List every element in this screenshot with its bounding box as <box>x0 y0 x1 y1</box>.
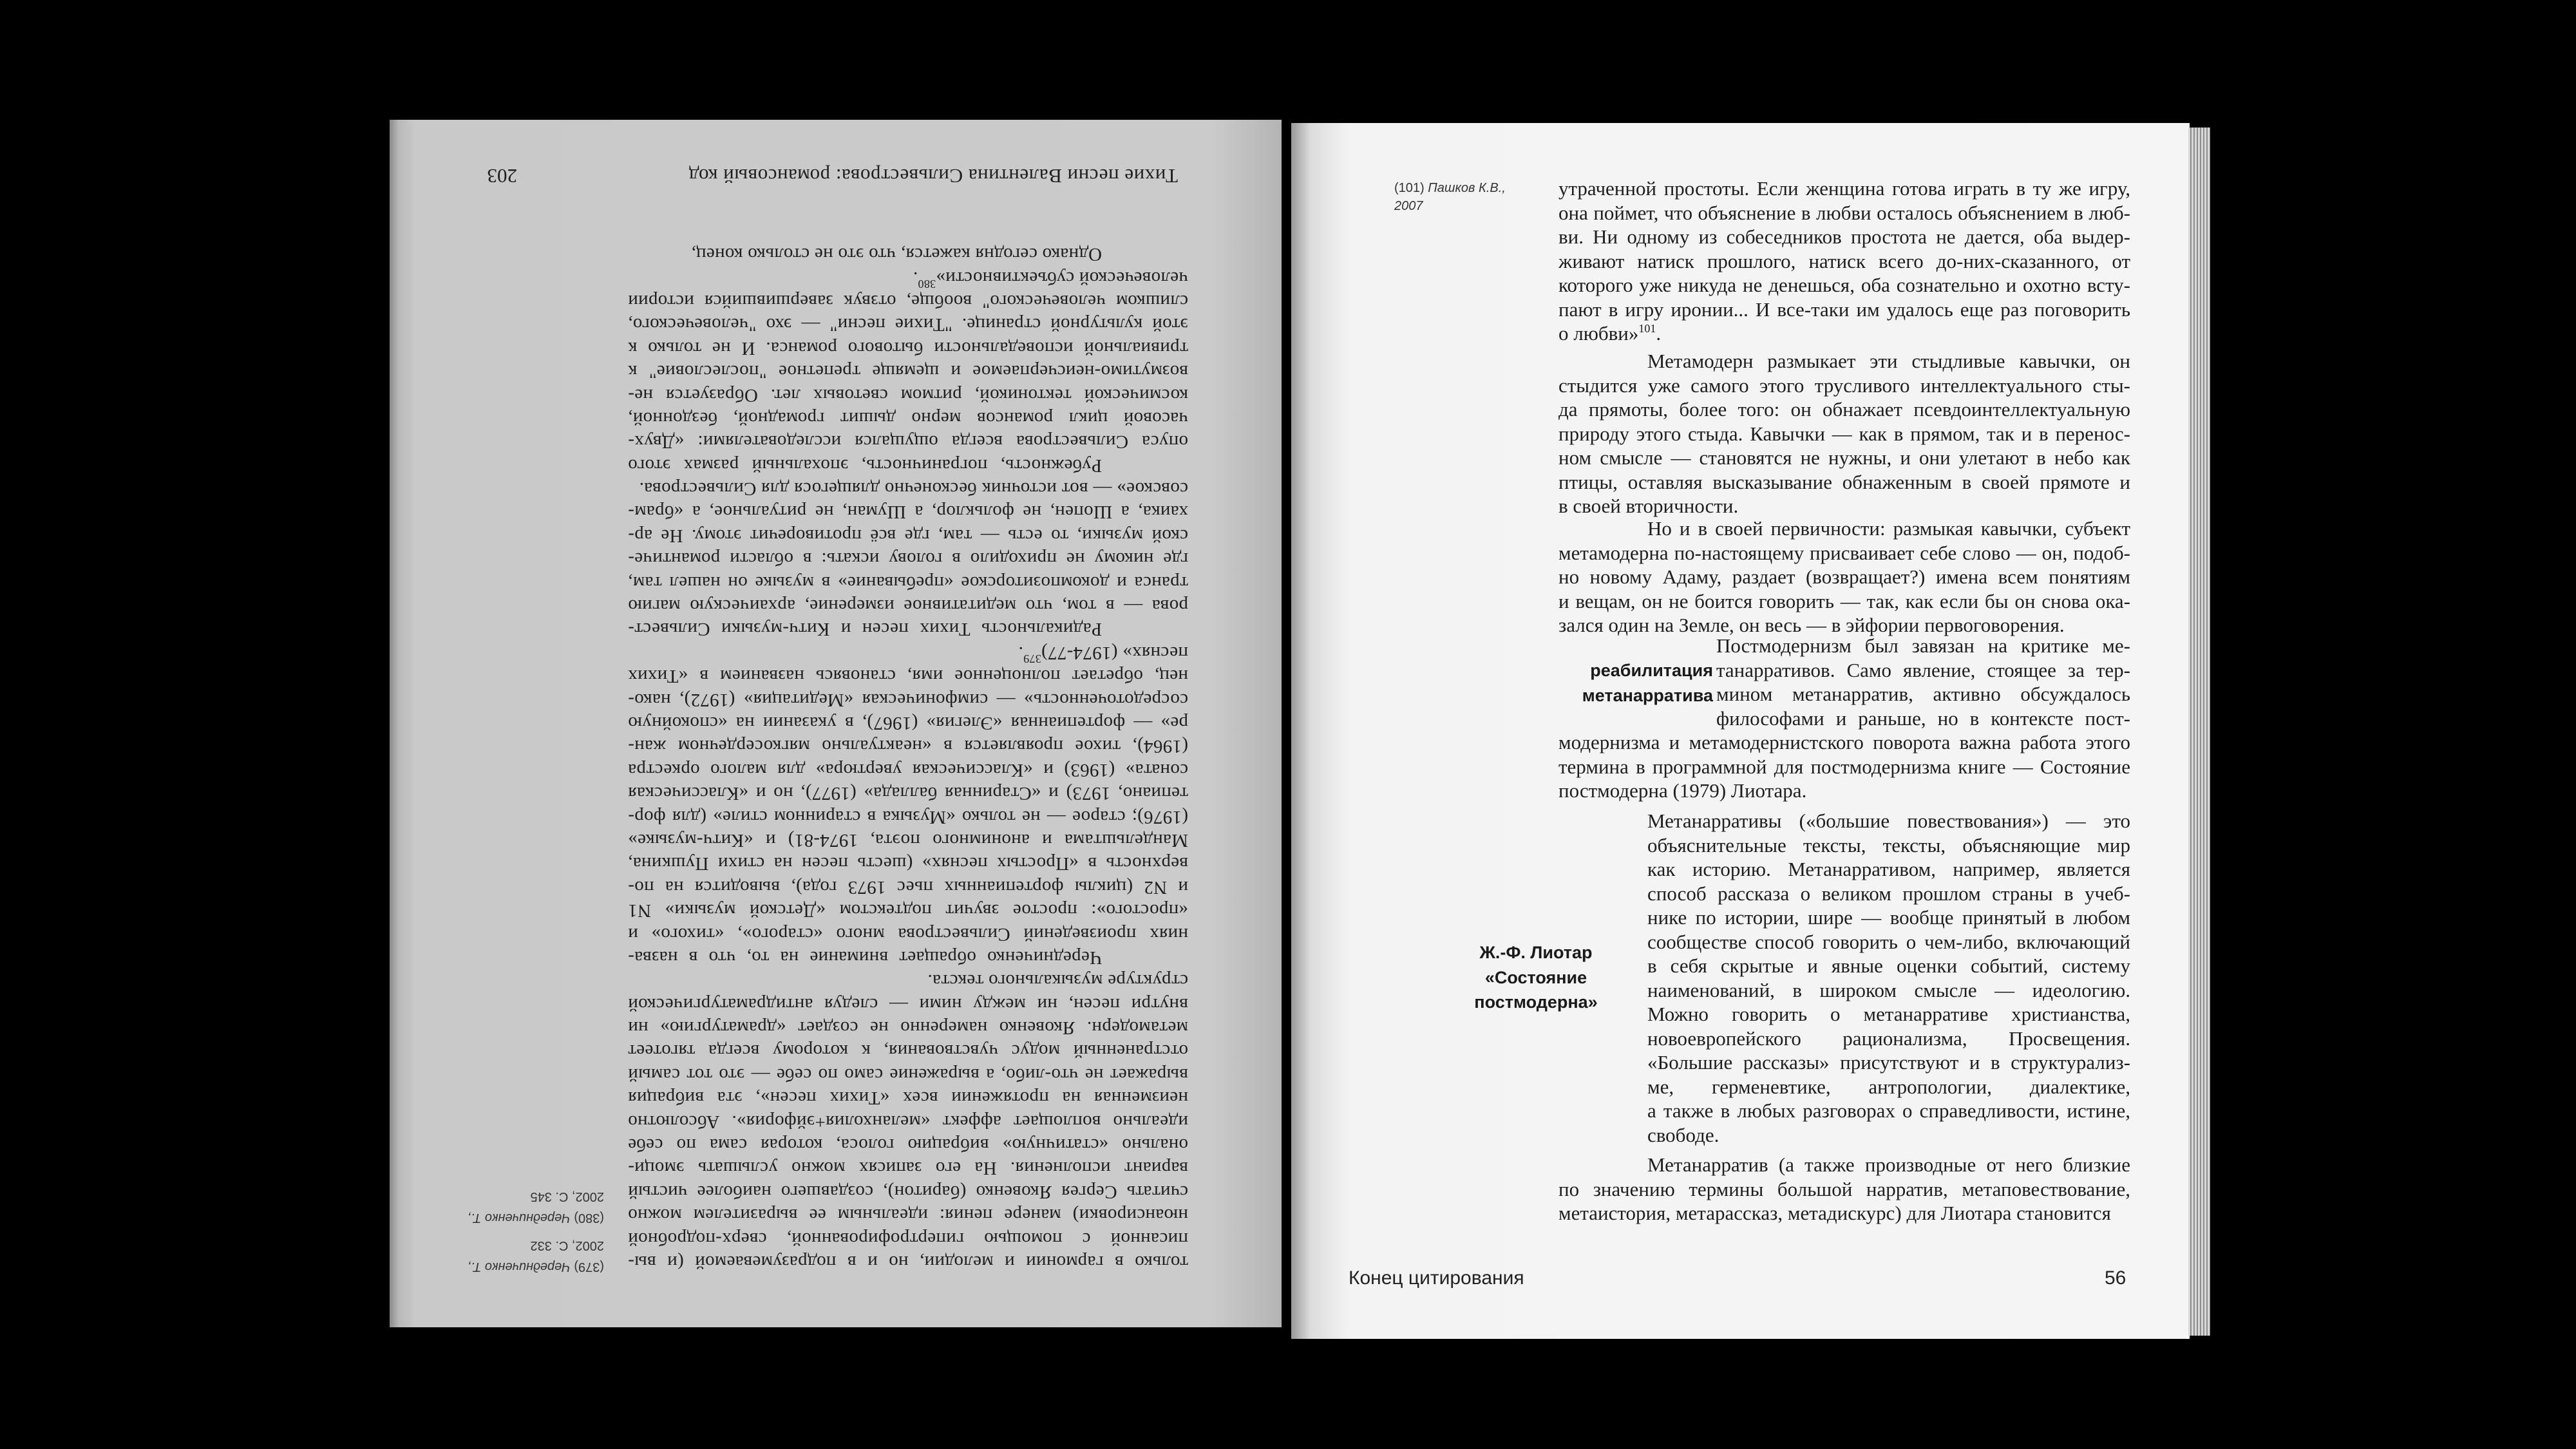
text-line: живают натиск прошлого, натиск всего до-них-сказанного, от <box>1558 249 2130 272</box>
running-footer: Конец цитирования <box>1349 1267 1524 1289</box>
text-line: утраченной простоты. Если женщина готова играть в ту же игру, <box>1558 177 2130 200</box>
text-line: да прямоты, более того: он обнажает псевдоинтеллектуальную <box>1558 398 2130 421</box>
text-line: Чередниченко обращает внимание на то, что в назва- <box>628 947 1102 968</box>
text-line: и N2 (циклы фортепианных пьес 1973 года), выводится на по- <box>628 876 1188 898</box>
text-line: свободе. <box>1647 1123 1719 1146</box>
text-line: стыдится уже самого этого трусливого интеллектуального сты- <box>1558 374 2130 397</box>
text-line: часовой цикл романсов мерно дышит громадной, бездонной, <box>628 408 1188 429</box>
text-line: внутри песен, ни между ними — следуя антидраматургической <box>628 994 1188 1015</box>
text-line: сообществе способ говорить о чем-либо, включающий <box>1647 930 2130 953</box>
page-number: 56 <box>2105 1267 2126 1289</box>
paragraph-4-wide <box>1558 730 2130 803</box>
margin-note-379 <box>450 1256 604 1277</box>
text-line: Однако сегодня кажется, что это не столько конец, <box>691 244 1102 265</box>
text-line: как историю. Метанарративом, например, является <box>1647 858 2130 880</box>
section-heading <box>1533 658 1713 708</box>
text-line: (1964), тихое проявляется в «неактуально мягкосердечном жан- <box>628 736 1188 757</box>
text-line: нюансировки) манере пения: идеальным ее выразителем можно <box>628 1205 1188 1226</box>
text-line: наименований, в широком смысле — идеологию. <box>1647 978 2130 1001</box>
text-line: возмутимо-неисчерпаемое и щемяще трепетное "послесловие" к <box>628 361 1188 383</box>
text-line: модернизма и метамодернистского поворота важна работа этого <box>1558 731 2130 753</box>
note-author: Чередниченко Т., <box>467 1260 571 1274</box>
text-line: онально «статичную» вибрацию голоса, которая сама по себе <box>628 1135 1188 1156</box>
left-page-body-text <box>628 243 1188 1274</box>
text-line: но новому Адаму, раздает (возвращает?) имена всем понятиям <box>1558 565 2130 588</box>
note-number: (379) <box>574 1260 604 1274</box>
quote-heading-line: «Состояние <box>1484 967 1587 987</box>
page-edges <box>2188 128 2210 1336</box>
quote-heading-line: постмодерна» <box>1474 992 1598 1012</box>
page-number: 203 <box>487 165 517 187</box>
note-number: (380) <box>574 1211 604 1225</box>
paragraph-5 <box>1558 1153 2130 1226</box>
text-line: Но и в своей первичности: размыкая кавычки, субъект <box>1647 517 2130 540</box>
text-line: метаистория, метарассказ, метадискурс) для Лиотара становится <box>1558 1202 2111 1224</box>
note-reference: 2002, С. 332 <box>530 1238 604 1253</box>
note-year: 2007 <box>1394 199 1423 213</box>
section-heading-line: реабилитация <box>1590 661 1713 680</box>
section-heading-line: метанарратива <box>1582 685 1713 705</box>
running-header: Тихие песни Валентина Сильвестрова: романсовый код <box>688 165 1178 187</box>
line-text: о любви» <box>1558 322 1639 345</box>
text-line: природу этого стыда. Кавычки — как в прямом, так и в перенос- <box>1558 422 2130 445</box>
text-line: ном смысле — становятся не нужны, и они улетают в небо как <box>1558 446 2130 469</box>
text-line: пают в игру иронии... И все-таки им удалось еще раз поговорить <box>1558 298 2130 321</box>
text-line: по значению термины большой нарратив, метаповествование, <box>1558 1177 2130 1200</box>
text-line: и вещам, он не боится говорить — так, как если бы он снова ока- <box>1558 589 2130 612</box>
text-line: космической тектоникой, ритмом световых лет. Образуется не- <box>628 384 1188 406</box>
left-page-margin-notes <box>450 1186 604 1277</box>
text-line: в своей вторичности. <box>1558 495 1739 517</box>
text-line: верхность в «Простых песнях» (шесть песен на стихи Пушкина, <box>628 853 1188 875</box>
text-line: танарративов. Само явление, стоящее за тер- <box>1716 658 2130 681</box>
text-line: ви. Ни одному из собеседников простота не дается, оба выдер- <box>1558 225 2130 248</box>
text-line: Постмодернизм был завязан на критике ме- <box>1716 634 2130 657</box>
text-line: где никому не приходило в голову искать: в области романтиче- <box>628 549 1188 570</box>
text-line: философами и раньше, но в контексте пост- <box>1716 706 2130 730</box>
note-author: Пашков К.В., <box>1428 181 1506 195</box>
text-line: Рубежность, пограничность, эпохальный размах этого <box>628 455 1102 476</box>
line-text: человеческой субъективности» <box>936 267 1188 289</box>
text-line <box>1558 321 2130 346</box>
lyotard-quote <box>1647 809 2130 1147</box>
footnote-101 <box>1394 179 1506 215</box>
text-line: новоевропейского рационализма, Просвещения. <box>1647 1027 2130 1050</box>
paragraph-2 <box>1558 349 2130 518</box>
text-line: рова — в том, что медитативное измерение, архаическую магию <box>628 596 1188 617</box>
text-line: ре» — фортепианная «Элегия» (1967), в указании на «спокойную <box>628 713 1188 734</box>
paragraph-3 <box>1558 516 2130 638</box>
text-line: Метамодерн размыкает эти стыдливые кавычки, он <box>1647 350 2130 372</box>
text-line: совское» — вот источник бесконечно длящегося для Сильвестрова. <box>639 478 1188 500</box>
line-text: . <box>913 267 918 289</box>
footnote-ref: 379 <box>1023 652 1041 665</box>
line-text: . <box>1656 322 1662 345</box>
text-line: в себя скрытые и явные оценки событий, систему <box>1647 954 2130 977</box>
note-number: (101) <box>1394 181 1425 195</box>
text-line: структуре музыкального текста. <box>927 971 1188 992</box>
note-reference: 2002, С. 345 <box>530 1189 604 1204</box>
text-line: ской музыки, то есть — там, где всё противоречит этому. Не ар- <box>628 525 1188 546</box>
text-line: постмодерна (1979) Лиотара. <box>1558 779 1807 802</box>
footnote-ref: 101 <box>1638 322 1656 335</box>
quote-heading <box>1449 940 1623 1015</box>
text-line: «Большие рассказы» присутствуют и в структурализ- <box>1647 1051 2130 1074</box>
text-line: идеально воплощает аффект «меланхолия+эйфория». Абсолютно <box>628 1111 1188 1132</box>
note-author: Чередниченко Т., <box>467 1211 571 1225</box>
text-line: Можно говорить о метанарративе христианства, <box>1647 1003 2130 1025</box>
text-line: соната» (1963) и «Классическая увертюра» для малого оркестра <box>628 759 1188 781</box>
text-line: отстраненный модус чувствования, к которому всегда тяготеет <box>628 1041 1188 1062</box>
text-line: считать Сергея Яковенко (баритон), создавшего наиболее чистый <box>628 1181 1188 1202</box>
text-line: тепиано, 1973) и «Старинная баллада» (1977), но и «Классическая <box>628 783 1188 804</box>
text-line: слишком человеческого" вообще, отзвук завершившийся истории <box>628 290 1188 312</box>
text-line: писанной с помощью гипертрофированной, сверх-подробной <box>628 1228 1188 1249</box>
text-line: тривиальной исповедальности бытового романса. И не только к <box>628 337 1188 359</box>
left-page-upside-down <box>390 120 1282 1327</box>
text-line: (1976); старое — не только «Музыка в старинном стиле» (для фор- <box>628 806 1188 828</box>
text-line: этой культурной странице. "Тихие песни" — эхо "человеческого, <box>628 314 1188 336</box>
text-line: «простого»: простое звучит подтекстом «Детской музыки» N1 <box>628 900 1188 922</box>
text-line: сосредоточенность» — симфоническая «Медитация» (1972), нако- <box>628 689 1188 710</box>
text-line <box>628 266 1188 289</box>
text-line: она поймет, что объяснение в любви осталось объяснением в люб- <box>1558 201 2130 224</box>
text-line: Мандельштама и анонимного поэта, 1974-81) и «Китч-музыке» <box>628 829 1188 851</box>
text-line: неизменная на протяжении всех «Тихих песен», эта вибрация <box>628 1088 1188 1109</box>
text-line: а также в любых разговорах о справедливости, истине, <box>1647 1099 2130 1122</box>
footnote-ref: 380 <box>918 277 936 290</box>
text-line: только в гармонии и мелодии, но и в подразумеваемой (и вы- <box>628 1252 1188 1273</box>
text-line: нике по истории, шире — вообще принятый в любом <box>1647 906 2130 929</box>
text-line: которого уже никуда не денешься, оба сознательно и охотно всту- <box>1558 274 2130 296</box>
paragraph-1 <box>1558 176 2130 346</box>
text-line: метамодерн. Яковенко намеренно не создает «драматургию» ни <box>628 1018 1188 1039</box>
line-text: песнях» (1974-77) <box>1041 642 1188 663</box>
margin-note-380 <box>450 1207 604 1228</box>
text-line: выражает не что-либо, а выражение само по себе — это тот самый <box>628 1064 1188 1085</box>
text-line: транса и докомпозиторское «пребывание» в музыке он нашел там, <box>628 572 1188 593</box>
text-line: объяснительные тексты, тексты, объясняющие мир <box>1647 833 2130 857</box>
text-line: мином метанарратив, активно обсуждалось <box>1716 683 2130 705</box>
text-line: вариант исполнения. На его записях можно услышать эмоци- <box>628 1158 1188 1179</box>
line-text: . <box>1018 642 1023 663</box>
text-line: нец, обретает полноценное имя, становясь названием в «Тихих <box>628 666 1188 687</box>
text-line: ниях произведений Сильвестрова много «старого», «тихого» и <box>628 923 1188 945</box>
text-line: способ рассказа о великом прошлом страны в учеб- <box>1647 882 2130 905</box>
text-line: хаика, а Шопен, не фольклор, а Шуман, не ритуальное, а «брам- <box>628 502 1188 523</box>
text-line: Метанарративы («большие повествования») — это <box>1647 810 2130 832</box>
text-line: ме, герменевтике, антропологии, диалектике, <box>1647 1075 2130 1098</box>
paragraph-4-narrow <box>1716 634 2130 730</box>
text-line: Радикальность Тихих песен и Китч-музыки Сильвест- <box>628 619 1102 640</box>
text-line: зался один на Земле, он весь — в эйфории первоговорения. <box>1558 614 2065 636</box>
text-line: термина в программной для постмодернизма книге — Состояние <box>1558 755 2130 778</box>
text-line: опуса Сильвестрова всегда ощущался исследователями: «Двух- <box>628 431 1188 453</box>
text-line: метамодерна по-настоящему присваивает себе слово — он, подоб- <box>1558 541 2130 564</box>
text-line: птицы, оставляя высказывание обнаженным в своей прямоте и <box>1558 470 2130 493</box>
text-line: Метанарратив (а также производные от него близкие <box>1647 1153 2130 1176</box>
text-line <box>628 641 1188 664</box>
quote-heading-line: Ж.-Ф. Лиотар <box>1479 943 1593 962</box>
